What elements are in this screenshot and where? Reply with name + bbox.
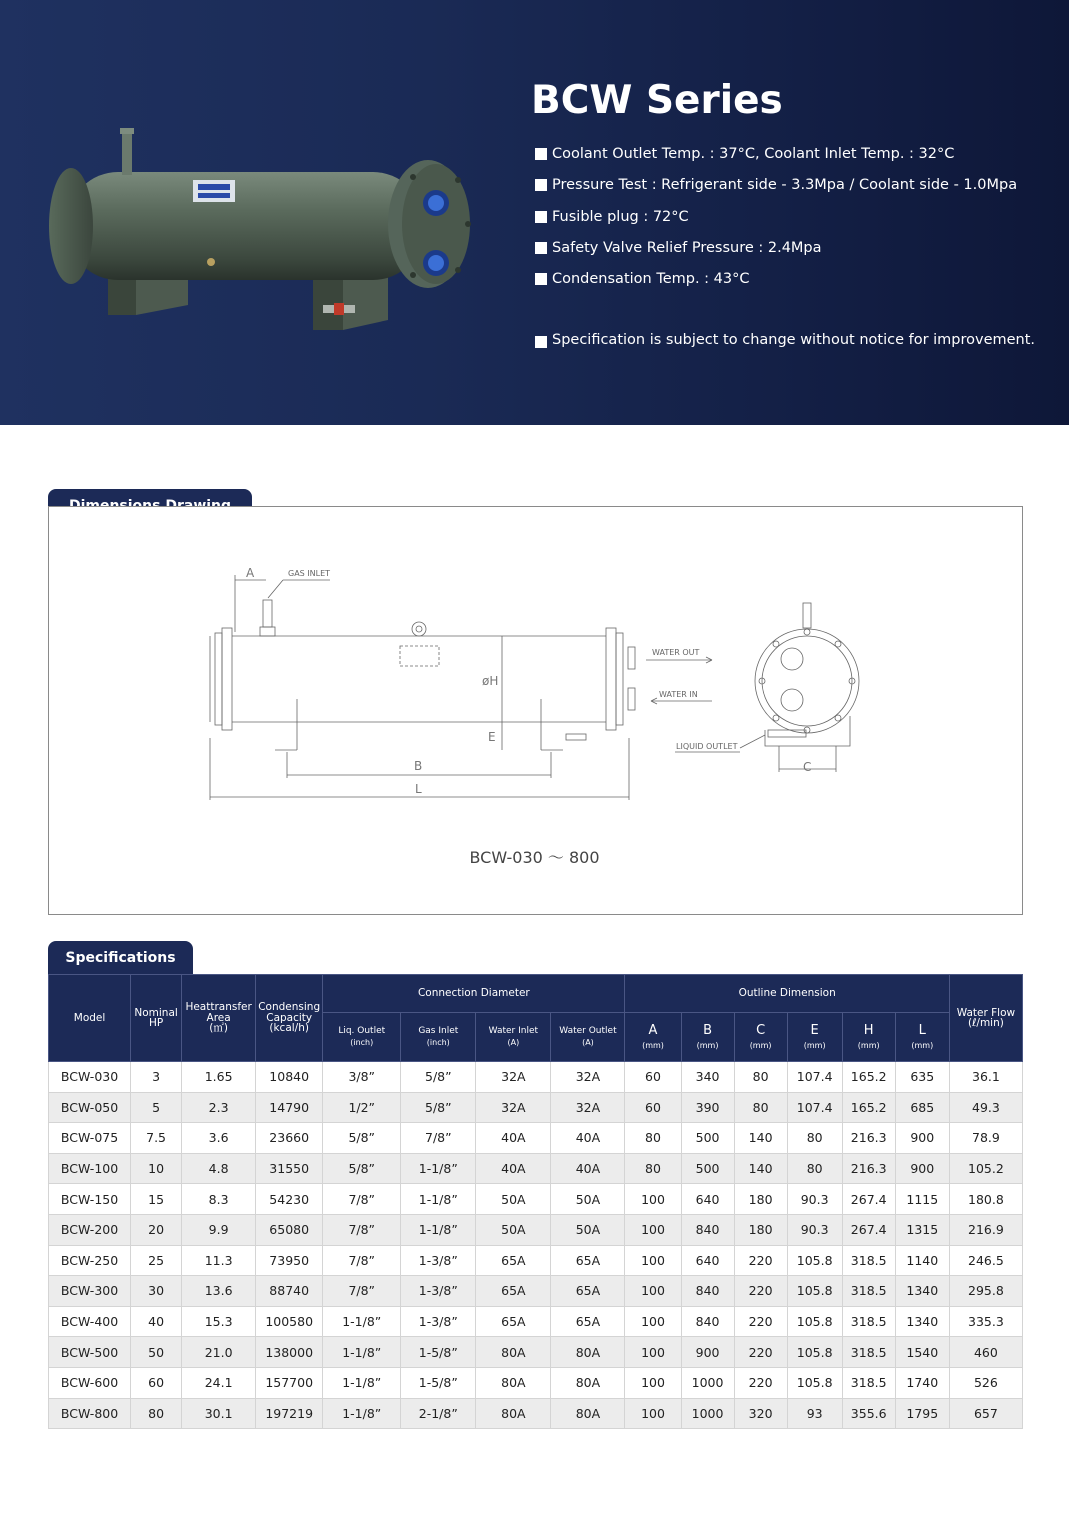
table-cell: BCW-250	[49, 1245, 131, 1276]
header-line: E	[810, 1023, 819, 1038]
table-cell: 60	[131, 1367, 182, 1398]
spec-item-text: Condensation Temp. : 43°C	[552, 271, 750, 288]
table-cell: 50A	[551, 1184, 625, 1215]
table-cell: 50A	[476, 1214, 551, 1245]
table-cell: 73950	[256, 1245, 323, 1276]
header-line: (㎡)	[209, 1022, 228, 1035]
table-row	[49, 1184, 1023, 1215]
table-cell: 36.1	[949, 1062, 1022, 1093]
table-cell: 1340	[895, 1306, 949, 1337]
table-cell: 1740	[895, 1367, 949, 1398]
header-unit: (mm)	[696, 1041, 719, 1050]
table-cell: 318.5	[842, 1245, 895, 1276]
table-cell: 107.4	[787, 1062, 842, 1093]
table-cell: 1-1/8”	[401, 1214, 476, 1245]
table-cell: 32A	[476, 1092, 551, 1123]
table-cell: 3/8”	[323, 1062, 401, 1093]
header-line: Gas Inlet	[418, 1026, 459, 1036]
table-cell: 80A	[551, 1367, 625, 1398]
table-cell: 355.6	[842, 1398, 895, 1429]
table-cell: 197219	[256, 1398, 323, 1429]
table-cell: 216.3	[842, 1123, 895, 1154]
table-cell: BCW-050	[49, 1092, 131, 1123]
table-cell: 31550	[256, 1153, 323, 1184]
tab-label: Specifications	[65, 950, 176, 966]
table-cell: 318.5	[842, 1306, 895, 1337]
col-group-connection-diameter: Connection Diameter	[323, 975, 625, 1013]
table-cell: 3	[131, 1062, 182, 1093]
header-line: Water Outlet	[559, 1026, 617, 1036]
table-cell: 105.8	[787, 1367, 842, 1398]
dim-label-phi-h: øH	[482, 674, 499, 688]
table-cell: 50A	[476, 1184, 551, 1215]
specifications-table-body	[49, 1062, 1023, 1429]
table-cell: BCW-500	[49, 1337, 131, 1368]
table-cell: 105.8	[787, 1306, 842, 1337]
table-cell: 900	[681, 1337, 734, 1368]
table-cell: 14790	[256, 1092, 323, 1123]
table-cell: 635	[895, 1062, 949, 1093]
header-line: B	[703, 1023, 713, 1038]
specifications-table	[48, 974, 1023, 1429]
table-cell: 1540	[895, 1337, 949, 1368]
table-cell: 1000	[681, 1367, 734, 1398]
label-liquid-outlet: LIQUID OUTLET	[676, 742, 738, 751]
table-cell: 1-3/8”	[401, 1276, 476, 1307]
table-row	[49, 1367, 1023, 1398]
table-cell: 24.1	[182, 1367, 256, 1398]
table-cell: 40	[131, 1306, 182, 1337]
table-cell: 90.3	[787, 1184, 842, 1215]
table-cell: 80	[734, 1092, 787, 1123]
table-cell: 80	[787, 1153, 842, 1184]
table-cell: 1340	[895, 1276, 949, 1307]
table-cell: 80	[734, 1062, 787, 1093]
dim-label-e: E	[488, 730, 496, 744]
table-cell: 295.8	[949, 1276, 1022, 1307]
table-cell: 220	[734, 1306, 787, 1337]
table-cell: 88740	[256, 1276, 323, 1307]
table-row	[49, 1153, 1023, 1184]
table-cell: 1-5/8”	[401, 1337, 476, 1368]
table-cell: 15	[131, 1184, 182, 1215]
table-cell: BCW-300	[49, 1276, 131, 1307]
table-row	[49, 1276, 1023, 1307]
table-cell: 54230	[256, 1184, 323, 1215]
table-cell: 100	[625, 1337, 681, 1368]
spec-item-text: Coolant Outlet Temp. : 37°C, Coolant Inlet Temp. : 32°C	[552, 146, 955, 162]
table-cell: 65A	[551, 1276, 625, 1307]
table-cell: 220	[734, 1245, 787, 1276]
table-cell: 65A	[551, 1306, 625, 1337]
table-cell: 90.3	[787, 1214, 842, 1245]
table-cell: 40A	[551, 1153, 625, 1184]
table-cell: 7/8”	[323, 1184, 401, 1215]
header-line: Capacity	[266, 1011, 313, 1024]
table-cell: 80A	[551, 1398, 625, 1429]
col-header-c	[734, 1013, 787, 1062]
col-header-heattransfer-area	[182, 975, 256, 1062]
table-cell: 5/8”	[323, 1153, 401, 1184]
label-water-out: WATER OUT	[652, 648, 700, 657]
table-cell: 107.4	[787, 1092, 842, 1123]
header-unit: (inch)	[426, 1038, 450, 1047]
table-cell: BCW-800	[49, 1398, 131, 1429]
table-cell: 30	[131, 1276, 182, 1307]
header-unit: (mm)	[749, 1041, 772, 1050]
spec-note-text: Specification is subject to change without notice for improvement.	[552, 332, 1036, 348]
table-cell: 1.65	[182, 1062, 256, 1093]
table-cell: 100	[625, 1398, 681, 1429]
table-cell: 1-1/8”	[323, 1398, 401, 1429]
dim-label-l: L	[415, 782, 422, 796]
table-cell: 23660	[256, 1123, 323, 1154]
table-cell: 840	[681, 1276, 734, 1307]
table-cell: 318.5	[842, 1337, 895, 1368]
table-cell: 80A	[476, 1398, 551, 1429]
header-line: Water Flow	[956, 1006, 1016, 1019]
dim-label-a: A	[246, 566, 255, 580]
table-cell: 100	[625, 1367, 681, 1398]
table-cell: 65A	[476, 1276, 551, 1307]
table-cell: 1-1/8”	[323, 1337, 401, 1368]
table-cell: 180	[734, 1214, 787, 1245]
table-cell: 65A	[476, 1245, 551, 1276]
table-cell: 640	[681, 1245, 734, 1276]
col-header-gas-inlet	[401, 1013, 476, 1062]
table-cell: 140	[734, 1153, 787, 1184]
table-cell: 78.9	[949, 1123, 1022, 1154]
table-cell: 340	[681, 1062, 734, 1093]
table-cell: 840	[681, 1306, 734, 1337]
header-unit: (mm)	[642, 1041, 664, 1050]
table-cell: 1000	[681, 1398, 734, 1429]
label-gas-inlet: GAS INLET	[288, 569, 331, 578]
table-cell: 216.9	[949, 1214, 1022, 1245]
table-cell: 80	[625, 1153, 681, 1184]
table-cell: 100	[625, 1276, 681, 1307]
table-cell: 640	[681, 1184, 734, 1215]
col-header-water-inlet	[476, 1013, 551, 1062]
table-cell: 1-5/8”	[401, 1367, 476, 1398]
table-cell: 335.3	[949, 1306, 1022, 1337]
table-cell: 1-1/8”	[323, 1306, 401, 1337]
table-cell: 21.0	[182, 1337, 256, 1368]
table-row	[49, 1214, 1023, 1245]
table-cell: 7/8”	[323, 1276, 401, 1307]
table-cell: 80	[787, 1123, 842, 1154]
spec-item-text: Safety Valve Relief Pressure : 2.4Mpa	[552, 239, 822, 256]
table-cell: 60	[625, 1092, 681, 1123]
table-cell: 5	[131, 1092, 182, 1123]
table-cell: 220	[734, 1367, 787, 1398]
table-cell: 180.8	[949, 1184, 1022, 1215]
table-cell: 220	[734, 1337, 787, 1368]
table-cell: 50A	[551, 1214, 625, 1245]
table-cell: 900	[895, 1153, 949, 1184]
header-line: Nominal	[134, 1006, 178, 1019]
col-header-e	[787, 1013, 842, 1062]
dim-label-b: B	[414, 759, 423, 773]
header-unit: (A)	[507, 1038, 520, 1047]
table-cell: 1315	[895, 1214, 949, 1245]
table-cell: 685	[895, 1092, 949, 1123]
col-header-h	[842, 1013, 895, 1062]
table-cell: 1-1/8”	[323, 1367, 401, 1398]
col-header-nominal-hp	[131, 975, 182, 1062]
table-cell: BCW-400	[49, 1306, 131, 1337]
table-cell: 1-1/8”	[401, 1153, 476, 1184]
label-water-in: WATER IN	[659, 690, 698, 699]
col-header-water-outlet	[551, 1013, 625, 1062]
table-row	[49, 1062, 1023, 1093]
table-cell: 105.8	[787, 1337, 842, 1368]
header-line: HP	[148, 1017, 164, 1029]
table-row	[49, 1337, 1023, 1368]
spec-item-text: Fusible plug : 72°C	[552, 208, 689, 225]
table-cell: BCW-150	[49, 1184, 131, 1215]
table-cell: 100	[625, 1184, 681, 1215]
table-cell: 15.3	[182, 1306, 256, 1337]
header-unit: (inch)	[350, 1038, 374, 1047]
table-cell: 460	[949, 1337, 1022, 1368]
table-cell: 140	[734, 1123, 787, 1154]
table-cell: BCW-600	[49, 1367, 131, 1398]
table-cell: 80A	[551, 1337, 625, 1368]
table-cell: 390	[681, 1092, 734, 1123]
header-unit: (mm)	[911, 1041, 934, 1050]
table-cell: 49.3	[949, 1092, 1022, 1123]
table-cell: 32A	[551, 1062, 625, 1093]
table-cell: 500	[681, 1123, 734, 1154]
col-group-outline-dimension: Outline Dimension	[625, 975, 949, 1013]
header-line: Water Inlet	[488, 1026, 539, 1036]
table-row	[49, 1092, 1023, 1123]
table-cell: 100	[625, 1245, 681, 1276]
table-cell: 3.6	[182, 1123, 256, 1154]
table-cell: 526	[949, 1367, 1022, 1398]
table-cell: BCW-200	[49, 1214, 131, 1245]
table-cell: 1-3/8”	[401, 1245, 476, 1276]
header-line: A	[648, 1023, 658, 1038]
table-cell: 2.3	[182, 1092, 256, 1123]
header-line: Heattransfer	[185, 1001, 252, 1014]
table-cell: 40A	[551, 1123, 625, 1154]
table-cell: 9.9	[182, 1214, 256, 1245]
page-title: BCW Series	[531, 78, 783, 123]
table-cell: 105.8	[787, 1276, 842, 1307]
tab-specifications	[48, 941, 193, 975]
table-cell: 5/8”	[401, 1092, 476, 1123]
header-line: Condensing	[258, 1001, 321, 1014]
table-cell: 10	[131, 1153, 182, 1184]
table-cell: 100	[625, 1214, 681, 1245]
table-cell: 100580	[256, 1306, 323, 1337]
header-line: (kcal/h)	[269, 1022, 309, 1035]
table-cell: 657	[949, 1398, 1022, 1429]
table-cell: 60	[625, 1062, 681, 1093]
header-unit: (mm)	[857, 1041, 880, 1050]
table-cell: 100	[625, 1306, 681, 1337]
table-cell: 1140	[895, 1245, 949, 1276]
table-cell: 1/2”	[323, 1092, 401, 1123]
table-cell: 30.1	[182, 1398, 256, 1429]
table-cell: 1795	[895, 1398, 949, 1429]
table-cell: 80	[625, 1123, 681, 1154]
header-line: (ℓ/min)	[967, 1017, 1004, 1029]
table-cell: 267.4	[842, 1184, 895, 1215]
table-row	[49, 1398, 1023, 1429]
header-line: H	[863, 1023, 874, 1038]
table-cell: 40A	[476, 1153, 551, 1184]
table-cell: 50	[131, 1337, 182, 1368]
table-cell: 13.6	[182, 1276, 256, 1307]
table-cell: 80	[131, 1398, 182, 1429]
table-row	[49, 1306, 1023, 1337]
table-row	[49, 1123, 1023, 1154]
col-header-l	[895, 1013, 949, 1062]
table-cell: 105.8	[787, 1245, 842, 1276]
table-cell: 157700	[256, 1367, 323, 1398]
table-cell: 25	[131, 1245, 182, 1276]
table-cell: 165.2	[842, 1062, 895, 1093]
table-cell: BCW-030	[49, 1062, 131, 1093]
col-header-liq-outlet	[323, 1013, 401, 1062]
table-cell: 216.3	[842, 1153, 895, 1184]
header-line: Liq. Outlet	[338, 1026, 386, 1036]
table-cell: 7/8”	[323, 1245, 401, 1276]
col-header-model: Model	[49, 975, 131, 1062]
table-cell: 8.3	[182, 1184, 256, 1215]
table-row	[49, 1245, 1023, 1276]
table-cell: 5/8”	[401, 1062, 476, 1093]
table-cell: 138000	[256, 1337, 323, 1368]
col-header-condensing-capacity	[256, 975, 323, 1062]
col-header-b	[681, 1013, 734, 1062]
table-cell: 320	[734, 1398, 787, 1429]
table-cell: 7/8”	[401, 1123, 476, 1154]
table-cell: 65080	[256, 1214, 323, 1245]
table-cell: 32A	[476, 1062, 551, 1093]
col-header-water-flow	[949, 975, 1022, 1062]
table-cell: 220	[734, 1276, 787, 1307]
table-cell: 1-1/8”	[401, 1184, 476, 1215]
table-cell: 165.2	[842, 1092, 895, 1123]
header-line: C	[756, 1023, 766, 1038]
table-cell: BCW-100	[49, 1153, 131, 1184]
table-cell: 80A	[476, 1337, 551, 1368]
drawing-caption: BCW-030 ～ 800	[469, 848, 600, 867]
table-cell: 1115	[895, 1184, 949, 1215]
table-cell: 7/8”	[323, 1214, 401, 1245]
table-cell: 11.3	[182, 1245, 256, 1276]
table-cell: BCW-075	[49, 1123, 131, 1154]
table-cell: 65A	[476, 1306, 551, 1337]
table-cell: 1-3/8”	[401, 1306, 476, 1337]
table-cell: 840	[681, 1214, 734, 1245]
table-cell: 20	[131, 1214, 182, 1245]
table-cell: 65A	[551, 1245, 625, 1276]
header-line: Area	[206, 1011, 231, 1024]
table-cell: 180	[734, 1184, 787, 1215]
table-cell: 500	[681, 1153, 734, 1184]
table-cell: 105.2	[949, 1153, 1022, 1184]
table-cell: 4.8	[182, 1153, 256, 1184]
col-header-a	[625, 1013, 681, 1062]
header-line: L	[918, 1023, 926, 1038]
table-cell: 32A	[551, 1092, 625, 1123]
table-cell: 80A	[476, 1367, 551, 1398]
table-cell: 7.5	[131, 1123, 182, 1154]
table-cell: 318.5	[842, 1367, 895, 1398]
table-cell: 40A	[476, 1123, 551, 1154]
table-cell: 246.5	[949, 1245, 1022, 1276]
dim-label-c: C	[803, 760, 812, 774]
header-unit: (A)	[582, 1038, 594, 1047]
table-cell: 267.4	[842, 1214, 895, 1245]
header-unit: (mm)	[803, 1041, 826, 1050]
table-cell: 5/8”	[323, 1123, 401, 1154]
table-cell: 318.5	[842, 1276, 895, 1307]
table-cell: 900	[895, 1123, 949, 1154]
table-cell: 2-1/8”	[401, 1398, 476, 1429]
table-cell: 10840	[256, 1062, 323, 1093]
table-cell: 93	[787, 1398, 842, 1429]
spec-item-text: Pressure Test : Refrigerant side - 3.3Mpa / Coolant side - 1.0Mpa	[552, 177, 1018, 194]
